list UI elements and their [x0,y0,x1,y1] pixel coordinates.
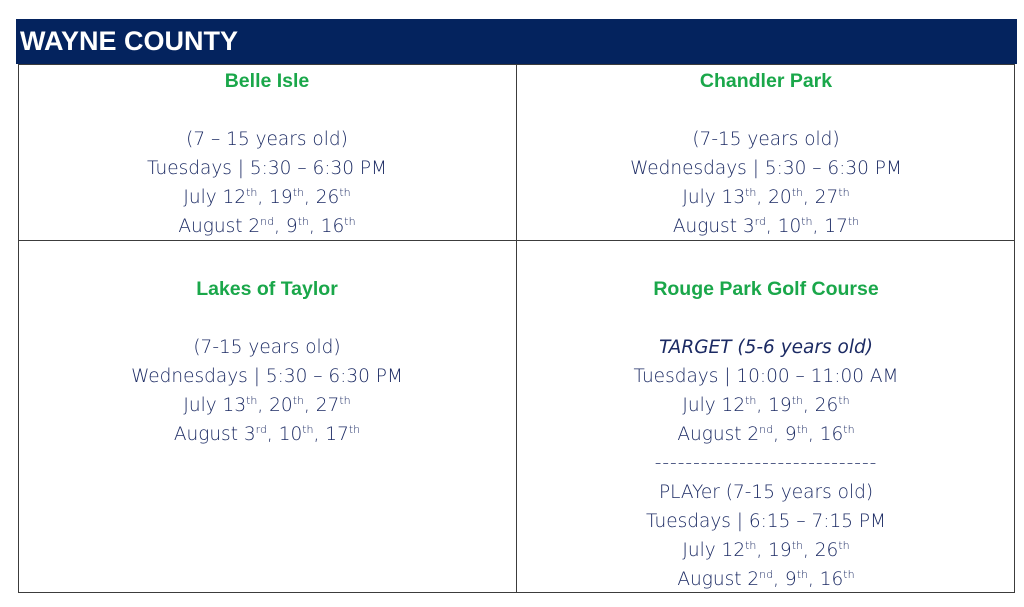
location-title: Chandler Park [699,70,833,92]
target-day-time: Tuesdays | 10:00 – 11:00 AM [633,366,899,387]
section-title: WAYNE COUNTY [20,26,239,56]
august-dates: August 3rd, 10th, 17th [672,215,860,237]
august-dates: August 3rd, 10th, 17th [173,423,361,445]
july-dates: July 12th, 19th, 26th [183,186,351,208]
section-header [16,19,1017,64]
july-dates: July 13th, 20th, 27th [183,394,351,416]
location-title: Belle Isle [224,70,310,92]
age-range: (7-15 years old) [692,129,840,150]
player-age-range: PLAYer (7-15 years old) [658,482,874,503]
day-time: Tuesdays | 5:30 – 6:30 PM [147,158,387,179]
location-title: Rouge Park Golf Course [653,278,879,300]
player-day-time: Tuesdays | 6:15 – 7:15 PM [646,511,886,532]
player-july-dates: July 12th, 19th, 26th [682,539,850,561]
age-range: (7-15 years old) [193,337,341,358]
cell-rouge-park [517,275,1015,594]
program-divider: ----------------------------- [654,453,878,474]
player-august-dates: August 2nd, 9th, 16th [677,568,855,590]
cell-chandler-park [517,67,1015,241]
day-time: Wednesdays | 5:30 – 6:30 PM [131,366,403,387]
cell-lakes-of-taylor [18,275,516,449]
day-time: Wednesdays | 5:30 – 6:30 PM [630,158,902,179]
age-range: (7 – 15 years old) [186,129,348,150]
target-age-range: TARGET (5-6 years old) [659,337,873,358]
target-july-dates: July 12th, 19th, 26th [682,394,850,416]
location-title: Lakes of Taylor [196,278,338,300]
august-dates: August 2nd, 9th, 16th [178,215,356,237]
cell-belle-isle [18,67,516,241]
target-august-dates: August 2nd, 9th, 16th [677,423,855,445]
july-dates: July 13th, 20th, 27th [682,186,850,208]
